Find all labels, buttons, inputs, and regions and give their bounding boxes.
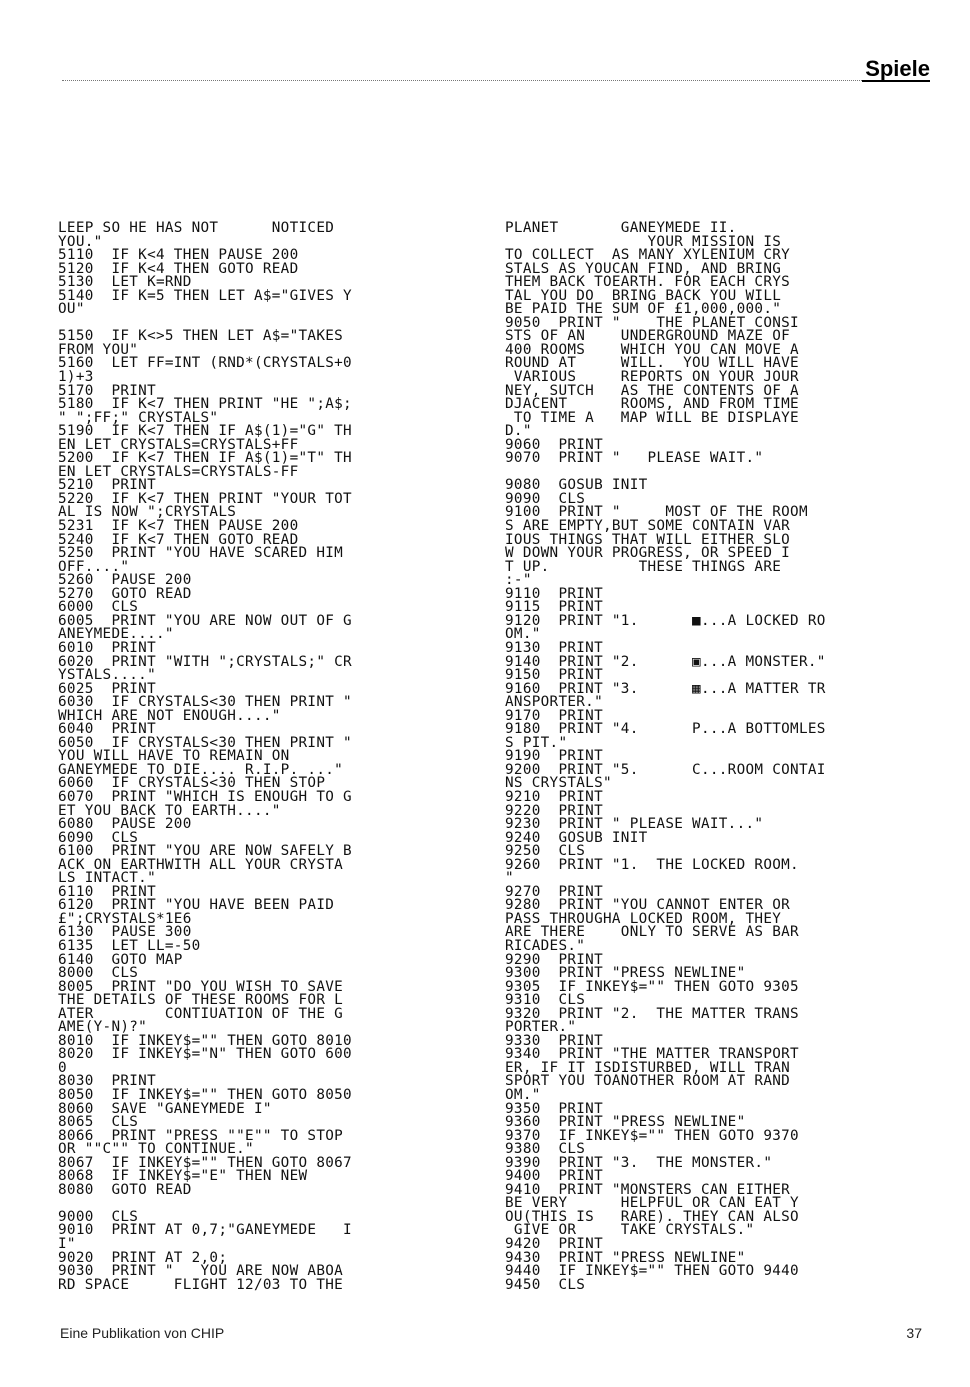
code-line: 6050 IF CRYSTALS<30 THEN PRINT " (58, 734, 352, 751)
code-line: 9060 PRINT (505, 436, 603, 453)
code-line: 8060 SAVE "GANEYMEDE I" (58, 1100, 272, 1117)
code-line: 6100 PRINT "YOU ARE NOW SAFELY B (58, 843, 352, 860)
code-line: IOUS THINGS THAT WILL EITHER SLO (505, 531, 791, 548)
code-line: 6005 PRINT "YOU ARE NOW OUT OF G (58, 612, 352, 629)
code-line: OM." (505, 1087, 541, 1103)
code-line: 9120 PRINT "1. ■...A LOCKED RO (505, 612, 826, 629)
code-line: THE DETAILS OF THESE ROOMS FOR L (58, 992, 344, 1009)
code-line: 1)+3 (58, 369, 94, 386)
code-line: 9180 PRINT "4. P...A BOTTOMLES (505, 721, 826, 738)
code-line: THEM BACK TOEARTH. FOR EACH CRYS (505, 274, 791, 291)
code-line: 5190 IF K<7 THEN IF A$(1)="G" TH (58, 423, 352, 440)
code-line: WHICH ARE NOT ENOUGH...." (58, 707, 281, 724)
code-line: 8068 IF INKEY$="E" THEN NEW (58, 1168, 308, 1185)
code-line: 9080 GOSUB INIT (505, 477, 648, 494)
code-line: RD SPACE FLIGHT 12/03 TO THE (58, 1276, 344, 1293)
code-line: 5150 IF K<>5 THEN LET A$="TAKES (58, 328, 344, 345)
header-divider (62, 80, 930, 81)
code-line: 5250 PRINT "YOU HAVE SCARED HIM (58, 545, 344, 562)
code-line: VARIOUS REPORTS ON YOUR JOUR (505, 369, 799, 386)
code-line: OFF...." (58, 558, 130, 575)
code-line: OU(THIS IS RARE). THEY CAN ALSO (505, 1208, 799, 1225)
code-line: EN LET CRYSTALS=CRYSTALS-FF (58, 463, 299, 480)
listing-column-right (505, 222, 935, 1292)
code-line: BE PAID THE SUM OF £1,000,000." (505, 301, 782, 318)
code-line: 8067 IF INKEY$="" THEN GOTO 8067 (58, 1154, 352, 1171)
code-line: ACK ON EARTHWITH ALL YOUR CRYSTA (58, 856, 344, 873)
code-line: " (505, 870, 514, 887)
code-line: AL IS NOW ";CRYSTALS (58, 504, 237, 521)
code-line: W DOWN YOUR PROGRESS, OR SPEED I (505, 545, 791, 562)
code-line: PLANET GANEYMEDE II. (505, 220, 737, 236)
code-line: 9340 PRINT "THE MATTER TRANSPORT (505, 1046, 799, 1063)
code-line: 5220 IF K<7 THEN PRINT "YOUR TOT (58, 490, 352, 507)
code-line: 5270 GOTO READ (58, 585, 192, 602)
footer-publication: Eine Publikation von CHIP (60, 1325, 225, 1341)
code-line: RICADES." (505, 937, 586, 954)
code-line: 9250 CLS (505, 843, 586, 860)
code-line: NEY, SUTCH AS THE CONTENTS OF A (505, 382, 799, 399)
listing-column-left (58, 222, 488, 1292)
code-line: 9190 PRINT (505, 748, 603, 765)
code-line: 9410 PRINT "MONSTERS CAN EITHER (505, 1181, 791, 1198)
code-line: 9220 PRINT (505, 802, 603, 819)
code-line: 6025 PRINT (58, 680, 156, 697)
code-line: GIVE OR TAKE CRYSTALS." (505, 1222, 755, 1239)
code-line: 6110 PRINT (58, 883, 156, 900)
code-line: 5110 IF K<4 THEN PAUSE 200 (58, 247, 299, 264)
code-line: 6135 LET LL=-50 (58, 937, 201, 954)
code-line: 9440 IF INKEY$="" THEN GOTO 9440 (505, 1263, 799, 1280)
code-line: 8066 PRINT "PRESS ""E"" TO STOP (58, 1127, 344, 1144)
code-line: ANSPORTER." (505, 694, 603, 711)
header-divider-accent (862, 80, 930, 82)
code-line: 9200 PRINT "5. C...ROOM CONTAI (505, 761, 826, 778)
code-line: 8080 GOTO READ (58, 1181, 192, 1198)
code-line: LEEP SO HE HAS NOT NOTICED (58, 220, 335, 236)
code-line: 6000 CLS (58, 599, 139, 616)
code-line: 9030 PRINT " YOU ARE NOW ABOA (58, 1263, 344, 1280)
code-line: BE VERY HELPFUL OR CAN EAT Y (505, 1195, 799, 1212)
code-line: 9240 GOSUB INIT (505, 829, 648, 846)
code-line: 9420 PRINT (505, 1236, 603, 1253)
code-line: 9350 PRINT (505, 1100, 603, 1117)
code-line: 9160 PRINT "3. ▦...A MATTER TR (505, 680, 826, 697)
code-line: 8000 CLS (58, 965, 139, 982)
code-line: 9450 CLS (505, 1276, 586, 1293)
code-line: YOU WILL HAVE TO REMAIN ON (58, 748, 290, 765)
code-line: S PIT." (505, 734, 568, 751)
code-line: 6020 PRINT "WITH ";CRYSTALS;" CR (58, 653, 352, 670)
code-line: ER, IF IT ISDISTURBED, WILL TRAN (505, 1059, 791, 1076)
code-line: STALS AS YOUCAN FIND, AND BRING (505, 260, 782, 277)
code-line: 9305 IF INKEY$="" THEN GOTO 9305 (505, 978, 799, 995)
code-line: 9140 PRINT "2. ▣...A MONSTER." (505, 653, 826, 670)
code-line: 5170 PRINT (58, 382, 156, 399)
code-line: 9260 PRINT "1. THE LOCKED ROOM. (505, 856, 799, 873)
code-line: OM." (505, 626, 541, 643)
code-line: ARE THERE ONLY TO SERVE AS BAR (505, 924, 799, 941)
code-line: ANEYMEDE...." (58, 626, 174, 643)
code-line: ET YOU BACK TO EARTH...." (58, 802, 281, 819)
code-line: ROUND AT WILL. YOU WILL HAVE (505, 355, 799, 372)
code-line: 9430 PRINT "PRESS NEWLINE" (505, 1249, 746, 1266)
code-line: OU" (58, 301, 85, 318)
code-line: 9400 PRINT (505, 1168, 603, 1185)
code-line: 9020 PRINT AT 2,0; (58, 1249, 228, 1266)
code-line: TAL YOU DO BRING BACK YOU WILL (505, 287, 782, 304)
code-line: 400 ROOMS WHICH YOU CAN MOVE A (505, 341, 799, 358)
code-line: 8065 CLS (58, 1114, 139, 1131)
code-line: 5231 IF K<7 THEN PAUSE 200 (58, 518, 299, 535)
code-line: ATER CONTIUATION OF THE G (58, 1005, 344, 1022)
code-line: 9310 CLS (505, 992, 586, 1009)
code-line: 9115 PRINT (505, 599, 603, 616)
code-line: 9070 PRINT " PLEASE WAIT." (505, 450, 764, 467)
code-line: 9090 CLS (505, 490, 586, 507)
code-line: 9280 PRINT "YOU CANNOT ENTER OR (505, 897, 791, 914)
code-line: DJACENT ROOMS, AND FROM TIME (505, 396, 799, 413)
code-line: 9370 IF INKEY$="" THEN GOTO 9370 (505, 1127, 799, 1144)
code-line: YSTALS...." (58, 667, 156, 684)
code-line: S ARE EMPTY,BUT SOME CONTAIN VAR (505, 518, 791, 535)
code-line: 6080 PAUSE 200 (58, 816, 192, 833)
code-line: 8030 PRINT (58, 1073, 156, 1090)
code-line: 5140 IF K=5 THEN LET A$="GIVES Y (58, 287, 352, 304)
code-line: 9110 PRINT (505, 585, 603, 602)
code-line: 6040 PRINT (58, 721, 156, 738)
code-line: 0 (58, 1059, 67, 1076)
code-line: 8020 IF INKEY$="N" THEN GOTO 600 (58, 1046, 352, 1063)
code-line: OR ""C"" TO CONTINUE." (58, 1141, 254, 1158)
code-line: £";CRYSTALS*1E6 (58, 910, 192, 927)
code-line: 9150 PRINT (505, 667, 603, 684)
code-line: AME(Y-N)?" (58, 1019, 148, 1036)
code-line: " ";FF;" CRYSTALS" (58, 409, 219, 426)
code-line: 9230 PRINT " PLEASE WAIT..." (505, 816, 764, 833)
code-line: 9300 PRINT "PRESS NEWLINE" (505, 965, 746, 982)
code-line: 6030 IF CRYSTALS<30 THEN PRINT " (58, 694, 352, 711)
code-line: 6140 GOTO MAP (58, 951, 183, 968)
code-line: EN LET CRYSTALS=CRYSTALS+FF (58, 436, 299, 453)
code-line: PORTER." (505, 1019, 577, 1036)
code-line: 9170 PRINT (505, 707, 603, 724)
code-line: TO COLLECT AS MANY XYLENIUM CRY (505, 247, 791, 264)
code-line: 9270 PRINT (505, 883, 603, 900)
code-line: NS CRYSTALS" (505, 775, 612, 792)
code-line: T UP. THESE THINGS ARE (505, 558, 782, 575)
code-line: 6010 PRINT (58, 639, 156, 656)
code-line: 8005 PRINT "DO YOU WISH TO SAVE (58, 978, 344, 995)
page-number: 37 (906, 1325, 922, 1341)
code-line: 9320 PRINT "2. THE MATTER TRANS (505, 1005, 799, 1022)
code-line: 6130 PAUSE 300 (58, 924, 192, 941)
code-line: 9050 PRINT " THE PLANET CONSI (505, 314, 799, 331)
code-line: 5200 IF K<7 THEN IF A$(1)="T" TH (58, 450, 352, 467)
code-line: 6120 PRINT "YOU HAVE BEEN PAID (58, 897, 335, 914)
code-line: 9100 PRINT " MOST OF THE ROOM (505, 504, 808, 521)
code-line: 9000 CLS (58, 1208, 139, 1225)
code-line: 6070 PRINT "WHICH IS ENOUGH TO G (58, 788, 352, 805)
code-line: 5210 PRINT (58, 477, 156, 494)
code-line: 9380 CLS (505, 1141, 586, 1158)
section-title: Spiele (865, 56, 930, 81)
code-line: 9210 PRINT (505, 788, 603, 805)
code-line: 5260 PAUSE 200 (58, 572, 192, 589)
code-line: YOUR MISSION IS (505, 233, 782, 250)
code-line: 9390 PRINT "3. THE MONSTER." (505, 1154, 773, 1171)
code-line: 9360 PRINT "PRESS NEWLINE" (505, 1114, 746, 1131)
code-line: 9130 PRINT (505, 639, 603, 656)
code-line: 9290 PRINT (505, 951, 603, 968)
code-line: PASS THROUGHA LOCKED ROOM, THEY (505, 910, 782, 927)
code-line: 5240 IF K<7 THEN GOTO READ (58, 531, 299, 548)
code-line: STS OF AN UNDERGROUND MAZE OF (505, 328, 791, 345)
code-line: 8010 IF INKEY$="" THEN GOTO 8010 (58, 1032, 352, 1049)
code-line: GANEYMEDE TO DIE.... R.I.P. ..." (58, 761, 344, 778)
code-line: 9010 PRINT AT 0,7;"GANEYMEDE I (58, 1222, 352, 1239)
code-line: I" (58, 1236, 76, 1253)
code-line: 5130 LET K=RND (58, 274, 192, 291)
code-line: SPORT YOU TOANOTHER ROOM AT RAND (505, 1073, 791, 1090)
code-line: 5120 IF K<4 THEN GOTO READ (58, 260, 299, 277)
code-line: 9330 PRINT (505, 1032, 603, 1049)
code-line: YOU." (58, 233, 103, 250)
code-line: 6060 IF CRYSTALS<30 THEN STOP (58, 775, 326, 792)
code-line: TO TIME A MAP WILL BE DISPLAYE (505, 409, 799, 426)
code-line: 6090 CLS (58, 829, 139, 846)
code-line: 5180 IF K<7 THEN PRINT "HE ";A$; (58, 396, 352, 413)
code-line: :-" (505, 572, 532, 589)
code-line: LS INTACT." (58, 870, 156, 887)
code-line: FROM YOU" (58, 341, 139, 358)
code-line: 5160 LET FF=INT (RND*(CRYSTALS+0 (58, 355, 352, 372)
code-line: D." (505, 423, 532, 440)
code-line: 8050 IF INKEY$="" THEN GOTO 8050 (58, 1087, 352, 1103)
